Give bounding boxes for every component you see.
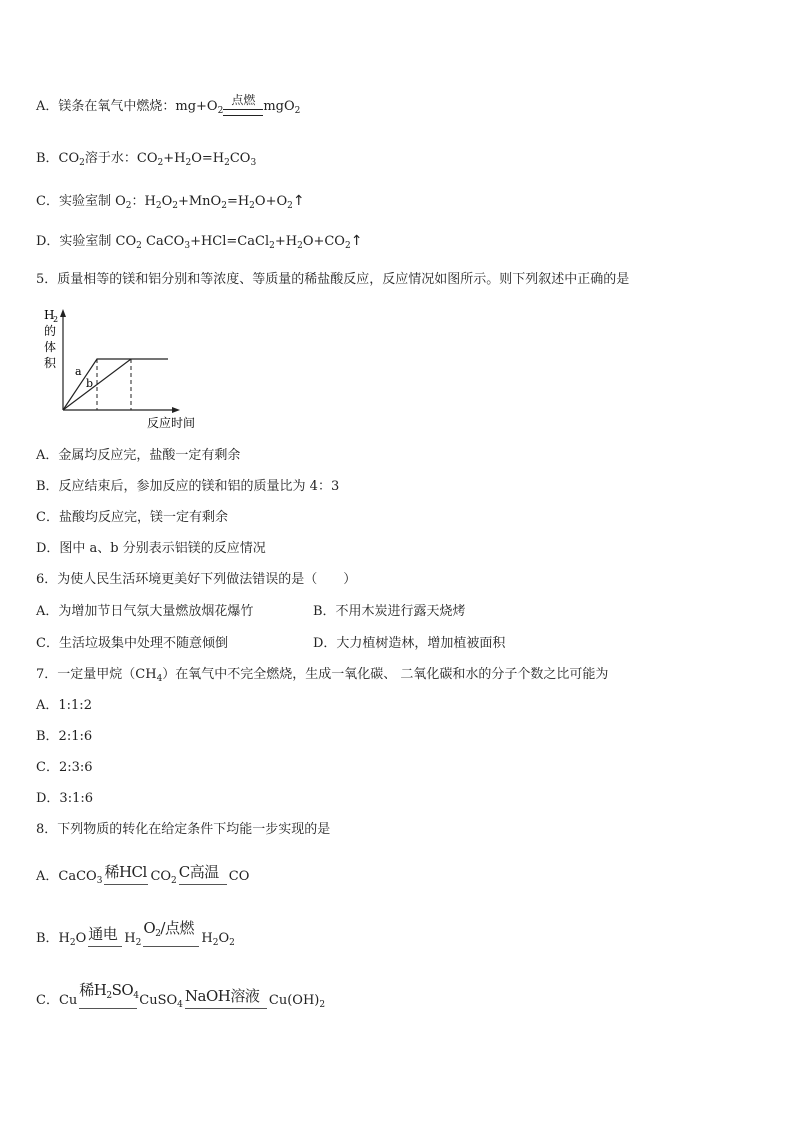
curve-b-label: b bbox=[86, 377, 94, 390]
q8-option-a: A．CaCO$_3$ 稀HCl $CO_2$ C高温 CO bbox=[36, 868, 249, 890]
condition-double-line bbox=[223, 93, 263, 120]
condition-arrow bbox=[104, 863, 148, 890]
reaction-graph-svg bbox=[40, 303, 210, 433]
equation-rhs: mgO bbox=[263, 99, 295, 114]
q6-option-b: B．不用木炭进行露天烧烤 bbox=[313, 604, 466, 619]
y-label-char-1: 的 bbox=[44, 324, 57, 338]
condition-label: 点燃 bbox=[231, 93, 256, 107]
gas-arrow-icon: ↑ bbox=[292, 193, 305, 209]
gas-arrow-icon: ↑ bbox=[350, 233, 363, 249]
condition-arrow bbox=[143, 919, 199, 952]
equation-lhs: mg+O bbox=[175, 99, 218, 114]
q8-stem: 8．下列物质的转化在给定条件下均能一步实现的是 bbox=[36, 822, 331, 837]
y-axis-arrow-icon bbox=[60, 309, 66, 317]
condition-arrow bbox=[88, 925, 122, 952]
q4-option-b: B．$CO_2$溶于水：$CO_2+H_2O=H_2CO_3$ bbox=[36, 151, 257, 168]
q7-option-d: D．3:1:6 bbox=[36, 791, 93, 806]
q8-option-b: B．$H_2O$ 通电 $H_2$ $O_2/$点燃 $H_2O_2$ bbox=[36, 930, 235, 952]
q6-option-c: C．生活垃圾集中处理不随意倾倒 bbox=[36, 636, 228, 651]
q5-option-d: D．图中 a、b 分别表示铝镁的反应情况 bbox=[36, 541, 266, 556]
condition-label: 稀HCl bbox=[104, 863, 147, 881]
y-label-char-3: 积 bbox=[44, 356, 57, 370]
condition-arrow bbox=[178, 863, 227, 890]
q7-option-b: B．2:1:6 bbox=[36, 729, 93, 744]
q8-option-c: C．Cu 稀$H_2SO_4$ CuSO$_4$ NaOH溶液 $Cu(OH)_2$ bbox=[36, 992, 325, 1014]
q5-stem: 5．质量相等的镁和铝分别和等浓度、等质量的稀盐酸反应，反应情况如图所示。则下列叙述中正确的是 bbox=[36, 272, 630, 287]
y-label-h: H bbox=[44, 308, 55, 322]
condition-label: 稀$H_2SO_4$ bbox=[79, 981, 139, 1001]
q6-option-d: D．大力植树造林，增加植被面积 bbox=[313, 636, 506, 651]
q4-option-c: C．实验室制 $O_2$：$H_2O_2+MnO_2=H_2O+O_2↑$ bbox=[36, 193, 305, 211]
q7-option-a: A．1:1:2 bbox=[36, 698, 92, 713]
q6-option-a: A．为增加节日气氛大量燃放烟花爆竹 bbox=[36, 604, 254, 619]
condition-label: C高温 bbox=[178, 863, 219, 881]
q6-stem: 6．为使人民生活环境更美好下列做法错误的是（ ） bbox=[36, 572, 357, 587]
q4-option-a: A．镁条在氧气中燃烧：$mg+O_2$ 点燃 mgO$_2$ bbox=[36, 98, 300, 120]
option-a-prefix: A．镁条在氧气中燃烧： bbox=[36, 99, 176, 114]
q5-option-b: B．反应结束后，参加反应的镁和铝的质量比为 4：3 bbox=[36, 479, 340, 494]
q7-option-c: C．2:3:6 bbox=[36, 760, 93, 775]
q7-stem: 7．一定量甲烷$(CH_4)$在氧气中不完全燃烧，生成一氧化碳、 二氧化碳和水的分子个数之比可能为 bbox=[36, 667, 609, 684]
condition-label: 通电 bbox=[88, 925, 118, 943]
x-axis-arrow-icon bbox=[172, 407, 180, 413]
condition-label: NaOH溶液 bbox=[184, 987, 260, 1005]
condition-label: $O_2/$点燃 bbox=[143, 919, 194, 939]
y-label-sub: 2 bbox=[53, 315, 59, 324]
q4-option-d: D．实验室制 $CO_2$ $CaCO_3+HCl=CaCl_2+H_2O+CO_2↑$ bbox=[36, 233, 363, 251]
curve-a-label: a bbox=[75, 365, 82, 378]
q5-option-a: A．金属均反应完，盐酸一定有剩余 bbox=[36, 448, 241, 463]
x-axis-label: 反应时间 bbox=[147, 416, 196, 430]
q5-graph bbox=[40, 303, 210, 433]
condition-arrow bbox=[79, 981, 139, 1014]
condition-arrow bbox=[184, 987, 267, 1014]
q5-option-c: C．盐酸均反应完，镁一定有剩余 bbox=[36, 510, 228, 525]
y-label-char-2: 体 bbox=[44, 340, 57, 354]
